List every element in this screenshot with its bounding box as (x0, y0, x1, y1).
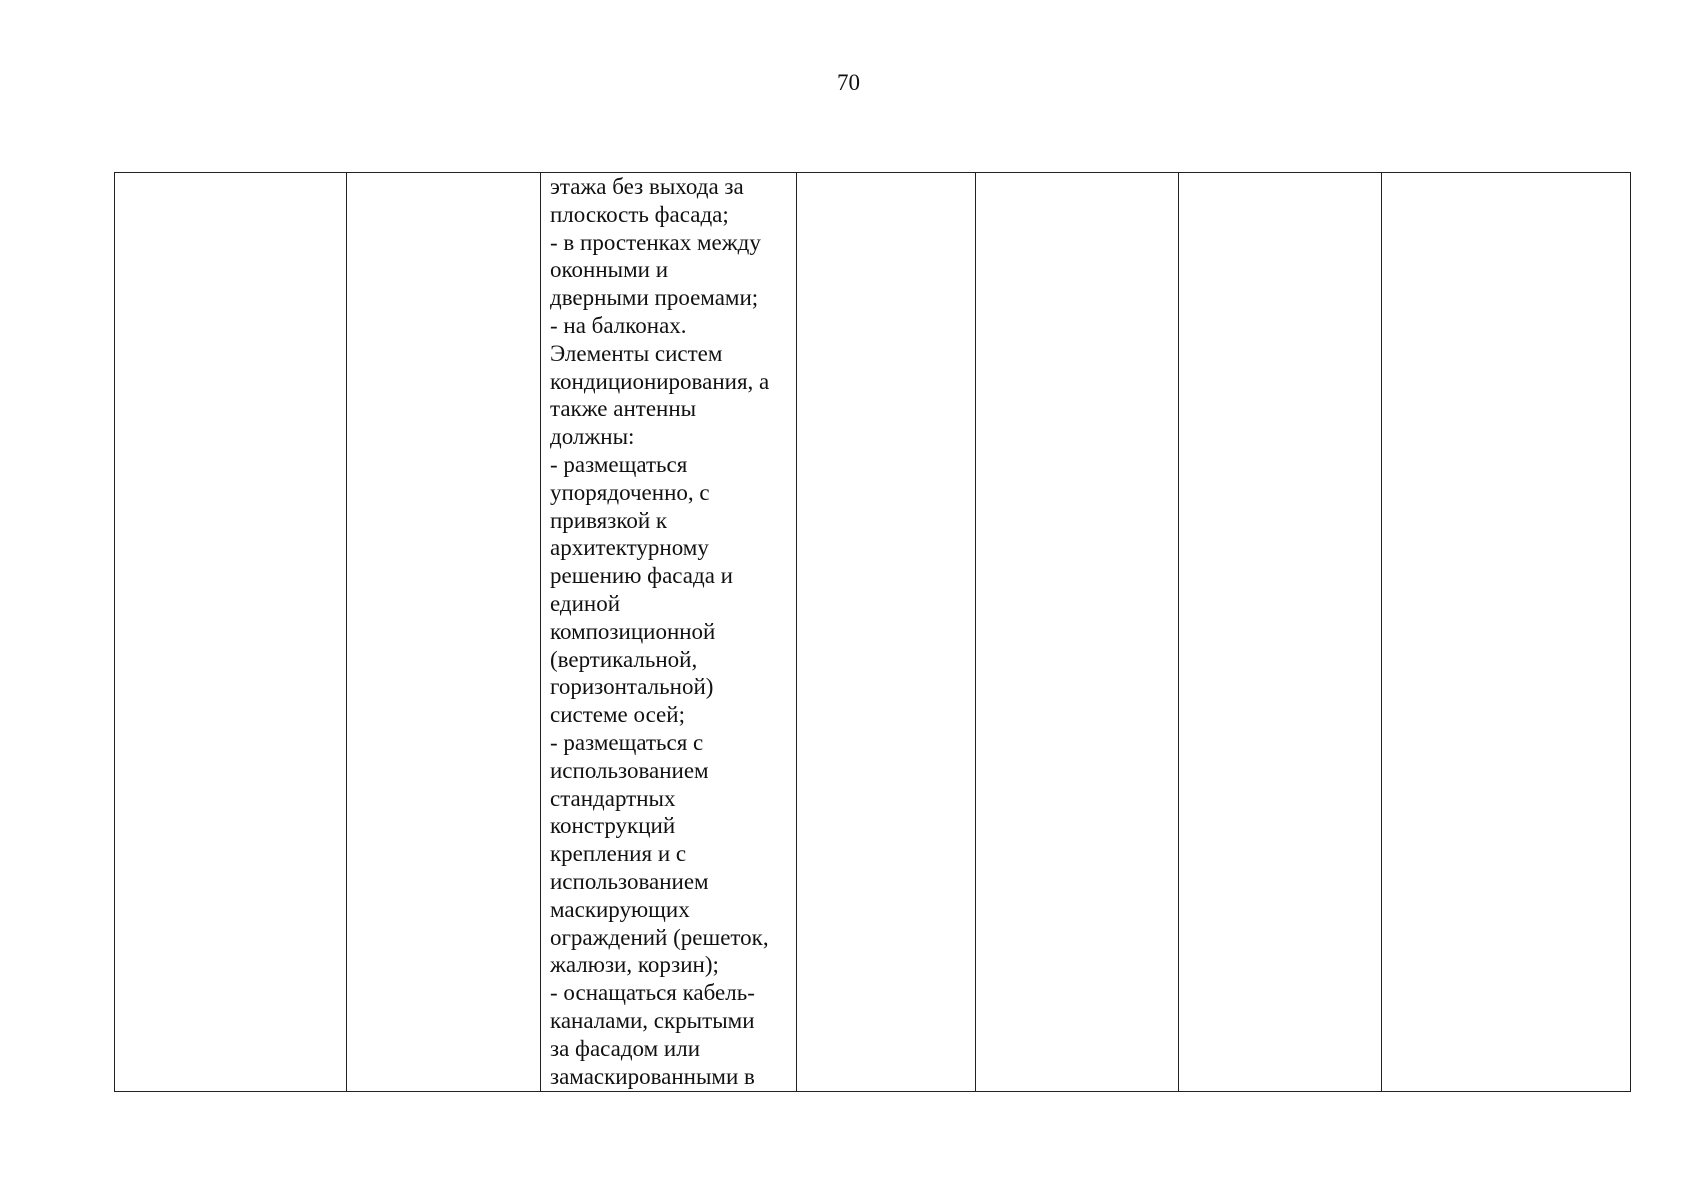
table-cell-col-3 (541, 173, 797, 1092)
table-cell-col-5 (976, 173, 1179, 1092)
requirements-text: этажа без выхода за плоскость фасада; - в простенках между оконными и дверными проемами; - на балконах. Элементы систем кондиционирования, а также антенны должны: - размещаться упорядоченно, с привязкой к архитектурному решению фасада и единой композиционной (вертикальной, горизонтальной) системе осей; - размещаться с использованием стандартных конструкций крепления и с использованием маскирующих ограждений (решеток, жалюзи, корзин); - оснащаться кабель- каналами, скрытыми за фасадом или замаскированными в (550, 174, 770, 1089)
table-cell-col-1 (115, 173, 347, 1092)
table-cell-col-2 (347, 173, 541, 1092)
requirements-table (114, 172, 1631, 1092)
page-number: 70 (837, 70, 860, 95)
table-cell-col-6 (1179, 173, 1382, 1092)
table-cell-col-7 (1382, 173, 1631, 1092)
table-cell-col-4 (797, 173, 976, 1092)
table-row (115, 173, 1631, 1092)
